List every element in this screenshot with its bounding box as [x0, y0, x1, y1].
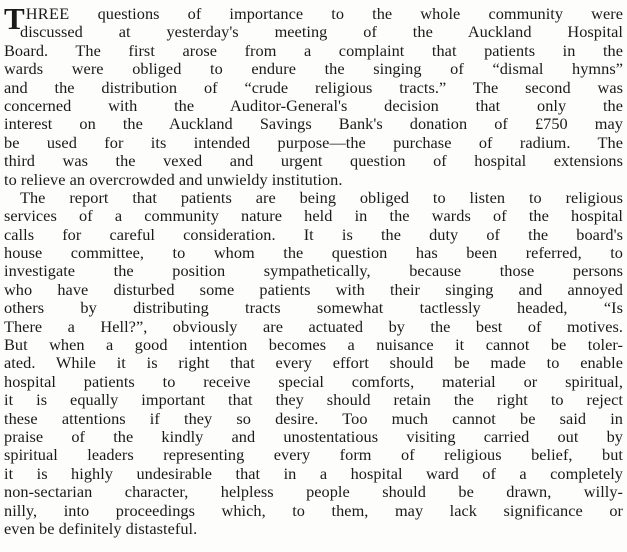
- text-line: house committee, to whom the question has been referred, to: [4, 243, 623, 263]
- text-line: investigate the position sympathetically, because those persons: [4, 261, 623, 281]
- text-line: services of a community nature held in the wards of the hospital: [4, 206, 623, 226]
- text-line: ated. While it is right that every effort should be made to enable: [4, 353, 623, 373]
- text-line: concerned with the Auditor-General's decision that only the: [4, 95, 623, 115]
- text-line: it is highly undesirable that in a hospital ward of a completely: [4, 463, 623, 483]
- text-line: discussed at yesterday's meeting of the Auckland Hospital: [20, 22, 623, 42]
- text-line: to relieve an overcrowded and unwieldy institution.: [4, 169, 343, 189]
- text-line: Board. The first arose from a complaint that patients in the: [4, 40, 623, 60]
- editorial-column: [4, 1, 623, 538]
- text-line: be used for its intended purpose—the purchase of radium. The: [4, 132, 623, 152]
- lead-word: HREE: [25, 4, 70, 23]
- drop-cap: T: [4, 1, 25, 36]
- text-line: interest on the Auckland Savings Bank's donation of £750 may: [4, 114, 623, 134]
- paragraph-1: [4, 1, 623, 189]
- text-line: calls for careful consideration. It is the duty of the board's: [4, 224, 623, 244]
- text-line: wards were obliged to endure the singing of “dismal hymns”: [4, 59, 623, 79]
- text-line: nilly, into proceedings which, to them, may lack significance or: [4, 500, 623, 520]
- text-line: The report that patients are being obliged to listen to religious: [20, 187, 623, 207]
- paragraph-2: [4, 189, 623, 538]
- text-line: There a Hell?”, obviously are actuated by the best of motives.: [4, 316, 623, 336]
- text-line: THREE questions of importance to the whole community were: [4, 1, 623, 36]
- text-line: it is equally important that they should retain the right to reject: [4, 390, 623, 410]
- text-line: third was the vexed and urgent question of hospital extensions: [4, 151, 623, 171]
- text-line: these attentions if they so desire. Too much cannot be said in: [4, 408, 623, 428]
- text-line: and the distribution of “crude religious tracts.” The second was: [4, 77, 623, 97]
- text-line: others by distributing tracts somewhat tactlessly headed, “Is: [4, 298, 623, 318]
- text-line: But when a good intention becomes a nuisance it cannot be toler-: [4, 335, 623, 355]
- text-line: spiritual leaders representing every form of religious belief, but: [4, 445, 623, 465]
- text-line: even be definitely distasteful.: [4, 518, 198, 538]
- text-line: non-sectarian character, helpless people should be drawn, willy-: [4, 482, 623, 502]
- text-line: who have disturbed some patients with their singing and annoyed: [4, 279, 623, 299]
- text-line: praise of the kindly and unostentatious visiting carried out by: [4, 426, 623, 446]
- text-line: hospital patients to receive special comforts, material or spiritual,: [4, 371, 623, 391]
